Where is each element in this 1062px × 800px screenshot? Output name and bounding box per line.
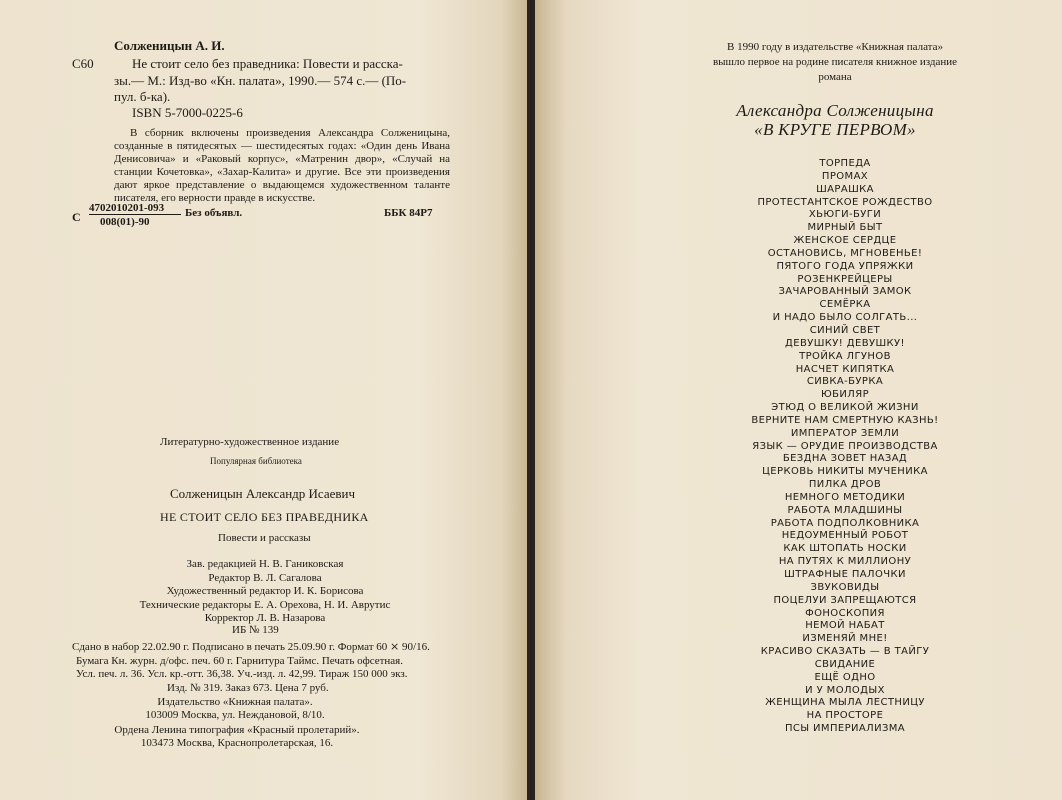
novel-title: «В КРУГЕ ПЕРВОМ» xyxy=(754,120,916,139)
edition-type: Литературно-художественное издание xyxy=(160,436,340,448)
chapter-item: СВИДАНИЕ xyxy=(814,658,876,670)
chapter-item: НЕДОУМЕННЫЙ РОБОТ xyxy=(781,530,909,542)
print-info-line: Бумага Кн. журн. д/офс. печ. 60 г. Гарнитура Таймс. Печать офсетная. xyxy=(76,654,403,667)
publisher-line: Издательство «Книжная палата». xyxy=(157,696,313,708)
ib-number: ИБ № 139 xyxy=(232,624,279,636)
chapter-item: ИЗМЕНЯЙ МНЕ! xyxy=(802,633,888,645)
catalog-entry-line-1: Не стоит село без праведника: Повести и расска- xyxy=(132,56,403,71)
staff-line: Зав. редакцией Н. В. Ганиковская xyxy=(186,558,344,570)
no-announce: Без объявл. xyxy=(185,207,243,219)
chapter-item: ИМПЕРАТОР ЗЕМЛИ xyxy=(790,427,900,439)
novel-author: Александра Солженицына xyxy=(736,101,934,120)
publisher-line: 103009 Москва, ул. Неждановой, 8/10. xyxy=(145,709,325,721)
chapter-item: И НАДО БЫЛО СОЛГАТЬ... xyxy=(772,312,918,324)
chapter-item: СИНИЙ СВЕТ xyxy=(809,324,881,336)
chapter-item: ЖЕНСКОЕ СЕРДЦЕ xyxy=(793,235,897,247)
chapter-item: ЭТЮД О ВЕЛИКОЙ ЖИЗНИ xyxy=(771,402,919,414)
isbn: ISBN 5-7000-0225-6 xyxy=(132,105,243,120)
chapter-item: НА ПУТЯХ К МИЛЛИОНУ xyxy=(778,556,912,568)
chapter-item: ЕЩЁ ОДНО xyxy=(814,671,876,683)
chapter-item: РАБОТА МЛАДШИНЫ xyxy=(787,504,903,516)
chapter-item: ШТРАФНЫЕ ПАЛОЧКИ xyxy=(784,569,906,580)
annotation: В сборник включены произведения Александра Солженицына, созданные в пятидесятых — шестидесятых годах: «Один день Ивана Денисовича» и «Раковый корпус», «Матренин двор», «Случай на станции Кочетовка», «Захар-Калита» и другие. Все эти произведения дают яркое представление о выдающемся художественном таланте писателя, его верности правде в искусстве. xyxy=(114,127,450,204)
catalog-entry-line-3: пул. б-ка). xyxy=(114,89,171,104)
bbk: ББК 84Р7 xyxy=(384,207,433,219)
staff-line: Технические редакторы Е. А. Орехова, Н. И. Аврутис xyxy=(139,598,391,611)
catalog-code: С60 xyxy=(72,56,94,71)
chapter-item: ДЕВУШКУ! ДЕВУШКУ! xyxy=(785,337,905,349)
right-page xyxy=(535,0,1062,800)
intro-line: вышло первое на родине писателя книжное издание xyxy=(712,56,958,68)
chapter-item: НЕМОЙ НАБАТ xyxy=(805,620,885,632)
chapter-item: ПЯТОГО ГОДА УПРЯЖКИ xyxy=(776,260,914,272)
staff-line: Редактор В. Л. Сагалова xyxy=(208,571,322,584)
staff-line: Корректор Л. В. Назарова xyxy=(204,612,326,624)
chapter-item: ЗАЧАРОВАННЫЙ ЗАМОК xyxy=(778,286,912,298)
intro-line: романа xyxy=(818,71,852,83)
chapter-item: ПРОТЕСТАНТСКОЕ РОЖДЕСТВО xyxy=(757,196,933,208)
chapter-item: НА ПРОСТОРЕ xyxy=(806,710,884,722)
letter-c: С xyxy=(72,210,81,224)
chapter-item: РОЗЕНКРЕЙЦЕРЫ xyxy=(797,273,893,285)
chapter-item: МИРНЫЙ БЫТ xyxy=(807,222,883,234)
chapter-item: ШАРАШКА xyxy=(816,183,874,195)
print-info xyxy=(72,641,430,695)
fraction-top: 4702010201-093 xyxy=(89,202,181,215)
chapter-item: ЯЗЫК — ОРУДИЕ ПРОИЗВОДСТВА xyxy=(752,440,938,452)
chapter-item: ФОНОСКОПИЯ xyxy=(805,607,885,619)
fraction-bottom: 008(01)-90 xyxy=(100,216,150,228)
chapter-item: ХЬЮГИ-БУГИ xyxy=(808,209,882,221)
chapter-item: СЕМЁРКА xyxy=(819,299,871,311)
printer-line: 103473 Москва, Краснопролетарская, 16. xyxy=(140,737,334,749)
chapter-item: НАСЧЕТ КИПЯТКА xyxy=(795,363,895,375)
printer xyxy=(92,724,382,750)
chapter-item: ЖЕНЩИНА МЫЛА ЛЕСТНИЦУ xyxy=(765,697,925,709)
chapter-list xyxy=(685,158,1005,736)
print-info-line: Изд. № 319. Заказ 673. Цена 7 руб. xyxy=(167,681,329,694)
chapter-item: ВЕРНИТЕ НАМ СМЕРТНУЮ КАЗНЬ! xyxy=(751,414,939,426)
chapter-item: И У МОЛОДЫХ xyxy=(805,684,885,696)
print-info-line: Сдано в набор 22.02.90 г. Подписано в печать 25.09.90 г. Формат 60 ⨯ 90/16. xyxy=(72,641,430,653)
chapter-item: ПСЫ ИМПЕРИАЛИЗМА xyxy=(784,723,906,735)
intro-line: В 1990 году в издательстве «Книжная палата» xyxy=(727,41,943,53)
chapter-item: ОСТАНОВИСЬ, МГНОВЕНЬЕ! xyxy=(767,247,923,259)
printer-line: Ордена Ленина типография «Красный пролетарий». xyxy=(114,724,360,736)
catalog-entry-line-2: зы.— М.: Изд-во «Кн. палата», 1990.— 574 с.— (По- xyxy=(114,73,407,88)
chapter-item: ЮБИЛЯР xyxy=(820,389,870,401)
chapter-item: ПИЛКА ДРОВ xyxy=(808,479,882,491)
subtitle: Повести и рассказы xyxy=(218,532,311,544)
chapter-item: БЕЗДНА ЗОВЕТ НАЗАД xyxy=(782,453,908,465)
chapter-item: РАБОТА ПОДПОЛКОВНИКА xyxy=(770,517,920,529)
staff-list xyxy=(110,558,420,626)
staff-line: Художественный редактор И. К. Борисова xyxy=(166,585,364,597)
book-title: НЕ СТОИТ СЕЛО БЕЗ ПРАВЕДНИКА xyxy=(160,510,369,524)
chapter-item: ПОЦЕЛУИ ЗАПРЕЩАЮТСЯ xyxy=(773,594,917,606)
series: Популярная библиотека xyxy=(210,456,302,466)
chapter-item: ЗВУКОВИДЫ xyxy=(810,581,880,593)
chapter-item: ЦЕРКОВЬ НИКИТЫ МУЧЕНИКА xyxy=(762,466,928,478)
chapter-item: ПРОМАХ xyxy=(821,170,869,182)
chapter-item: КРАСИВО СКАЗАТЬ — В ТАЙГУ xyxy=(760,646,930,658)
publisher xyxy=(110,696,360,722)
intro xyxy=(635,40,1035,85)
chapter-item: ТОРПЕДА xyxy=(819,158,871,169)
chapter-item: КАК ШТОПАТЬ НОСКИ xyxy=(783,543,907,555)
chapter-item: НЕМНОГО МЕТОДИКИ xyxy=(784,491,906,503)
author-full: Солженицын Александр Исаевич xyxy=(170,486,356,501)
book-gutter xyxy=(527,0,535,800)
chapter-item: ТРОЙКА ЛГУНОВ xyxy=(799,350,891,362)
catalog-author: Солженицын А. И. xyxy=(114,38,225,53)
print-info-line: Усл. печ. л. 36. Усл. кр.-отт. 36,38. Уч.-изд. л. 42,99. Тираж 150 000 экз. xyxy=(76,668,408,680)
chapter-item: СИВКА-БУРКА xyxy=(806,376,884,388)
left-page xyxy=(0,0,527,800)
